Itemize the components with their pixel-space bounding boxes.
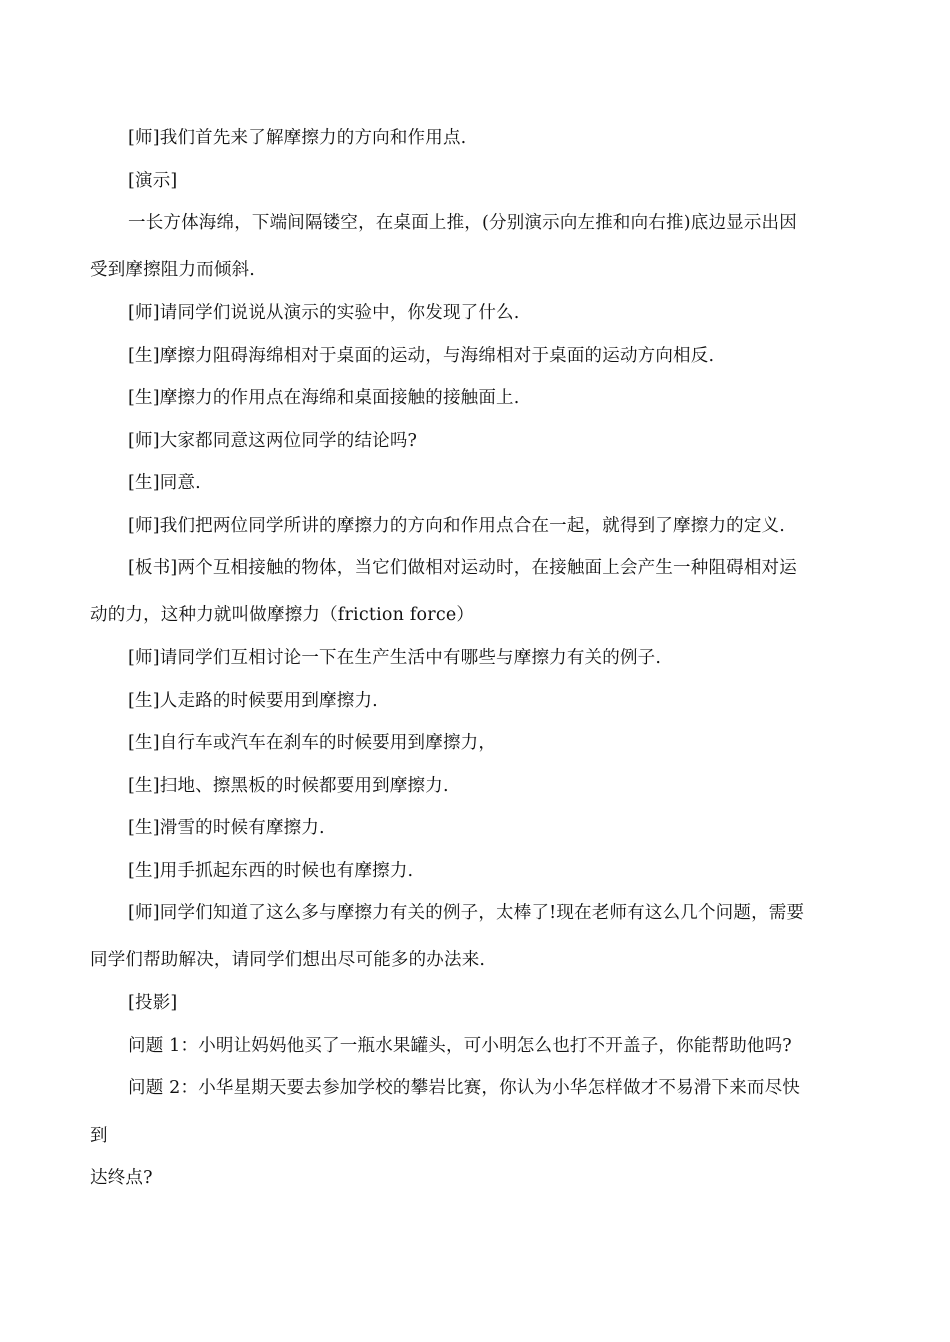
paragraph-line: 一长方体海绵，下端间隔镂空，在桌面上推，(分别演示向左推和向右推)底边显示出因 <box>128 213 797 233</box>
paragraph-line: [生]摩擦力阻碍海绵相对于桌面的运动，与海绵相对于桌面的运动方向相反. <box>128 346 715 366</box>
paragraph-line: [生]滑雪的时候有摩擦力. <box>128 818 325 838</box>
paragraph-line: 受到摩擦阻力而倾斜. <box>90 260 256 280</box>
paragraph-line: [生]摩擦力的作用点在海绵和桌面接触的接触面上. <box>128 388 520 408</box>
paragraph-line: 问题 2：小华星期天要去参加学校的攀岩比赛，你认为小华怎样做才不易滑下来而尽快 <box>128 1078 800 1098</box>
paragraph-line: [演示] <box>128 171 178 191</box>
paragraph-line: [师]我们把两位同学所讲的摩擦力的方向和作用点合在一起，就得到了摩擦力的定义. <box>128 516 786 536</box>
paragraph-line: [投影] <box>128 993 178 1013</box>
paragraph-line: [生]人走路的时候要用到摩擦力. <box>128 691 378 711</box>
paragraph-line: [生]同意. <box>128 473 201 493</box>
paragraph-line: 到 <box>90 1126 108 1146</box>
paragraph-line: [生]扫地、擦黑板的时候都要用到摩擦力. <box>128 776 449 796</box>
paragraph-line: [师]大家都同意这两位同学的结论吗? <box>128 431 418 451</box>
paragraph-line: 动的力，这种力就叫做摩擦力（friction force） <box>90 605 475 625</box>
paragraph-line: [师]请同学们说说从演示的实验中，你发现了什么. <box>128 303 520 323</box>
paragraph-line: [生]自行车或汽车在刹车的时候要用到摩擦力， <box>128 733 497 753</box>
paragraph-line: 达终点? <box>90 1168 153 1188</box>
paragraph-line: 同学们帮助解决，请同学们想出尽可能多的办法来. <box>90 950 486 970</box>
paragraph-line: [生]用手抓起东西的时候也有摩擦力. <box>128 861 414 881</box>
paragraph-line: [师]请同学们互相讨论一下在生产生活中有哪些与摩擦力有关的例子. <box>128 648 662 668</box>
paragraph-line: [师]同学们知道了这么多与摩擦力有关的例子，太棒了!现在老师有这么几个问题，需要 <box>128 903 805 923</box>
paragraph-line: [板书]两个互相接触的物体，当它们做相对运动时，在接触面上会产生一种阻碍相对运 <box>128 558 797 578</box>
paragraph-line: [师]我们首先来了解摩擦力的方向和作用点. <box>128 128 467 148</box>
paragraph-line: 问题 1：小明让妈妈他买了一瓶水果罐头，可小明怎么也打不开盖子，你能帮助他吗? <box>128 1036 792 1056</box>
